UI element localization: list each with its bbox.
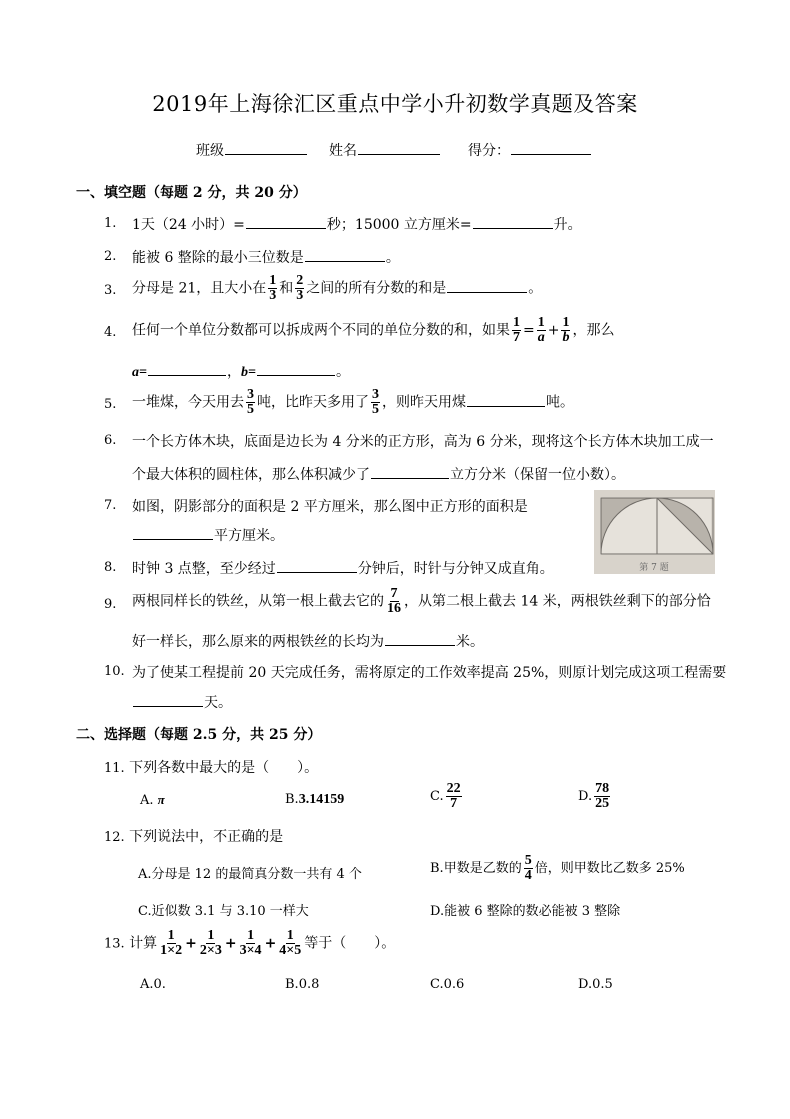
score-label: 得分： <box>468 143 510 159</box>
q5-blank[interactable] <box>467 392 545 407</box>
q8-text <box>132 558 554 578</box>
q9-number: 9. <box>104 597 117 612</box>
q9-part: 好一样长，那么原来的两根铁丝的长均为 <box>132 634 384 650</box>
q5-part: ，则昨天用煤 <box>382 394 466 411</box>
q8-part: 时钟 3 点整，至少经过 <box>132 561 276 577</box>
q2-blank[interactable] <box>305 247 385 262</box>
q4-part: ， <box>226 364 241 380</box>
q8-number: 8. <box>104 560 117 575</box>
q4-blank-b[interactable] <box>257 361 335 376</box>
q6-part: 立方分米（保留一位小数）。 <box>450 467 625 483</box>
q9-line-2 <box>132 631 484 651</box>
q12-number: 12. <box>104 830 125 845</box>
fraction: $\frac{22}{7}$ <box>446 781 461 811</box>
q5-number: 5. <box>104 397 117 412</box>
fraction: $\frac{1}{4\times 5}$ <box>279 928 302 958</box>
section-1-heading: 一、填空题（每题 2 分，共 20 分） <box>76 185 307 201</box>
q11-choice-d[interactable]: D. $\frac{78}{25}$ <box>578 781 610 811</box>
q5-part: 吨。 <box>546 394 574 411</box>
q6-line-1: 一个长方体木块，底面是边长为 4 分米的正方形，高为 6 分米，现将这个长方体木块加工成一 <box>132 434 714 450</box>
q4-part: 任何一个单位分数都可以拆成两个不同的单位分数的和，如果 <box>132 322 510 339</box>
fraction: $\frac{2}{3}$ <box>296 273 304 303</box>
fraction: $\frac{1}{1\times 2}$ <box>160 928 183 958</box>
q13-choice-c[interactable]: C.0.6 <box>430 977 465 992</box>
q3-blank[interactable] <box>447 278 527 293</box>
q6-blank[interactable] <box>371 464 449 479</box>
q12-text <box>104 826 283 846</box>
name-label: 姓名 <box>329 143 357 159</box>
q4-text: 任何一个单位分数都可以拆成两个不同的单位分数的和，如果 $\frac{1}{7}$ = $\frac{1}{a}$ + $\frac{1}{b}$ ，那么 <box>132 315 615 345</box>
q12-choice-b[interactable]: B.甲数是乙数的 $\frac{5}{4}$ 倍，则甲数比乙数多 25% <box>430 853 685 883</box>
fraction: $\frac{7}{16}$ <box>387 586 401 616</box>
q1-blank-liters[interactable] <box>473 214 553 229</box>
q13-choice-d[interactable]: D.0.5 <box>578 977 613 992</box>
semicircle-square-diagram-icon <box>594 490 715 574</box>
q9-blank[interactable] <box>385 631 455 646</box>
class-blank[interactable] <box>225 140 307 155</box>
q4-number: 4. <box>104 325 117 340</box>
q1-part: 1天（24 小时）= <box>132 217 245 233</box>
q12-choice-a[interactable]: A.分母是 12 的最简真分数一共有 4 个 <box>138 867 362 882</box>
svg-text:第 7 题: 第 7 题 <box>639 563 669 573</box>
q9-part: 两根同样长的铁丝，从第一根上截去它的 <box>132 593 384 610</box>
q2-part: 。 <box>385 250 400 266</box>
q9-line-1 <box>132 587 711 616</box>
score-blank[interactable] <box>511 140 591 155</box>
name-field[interactable] <box>329 140 441 160</box>
q13-pre: 计算 <box>129 935 158 952</box>
q7-number: 7. <box>104 498 117 513</box>
name-blank[interactable] <box>358 140 440 155</box>
q7-figure <box>594 490 715 574</box>
q11-choice-a[interactable]: A. π <box>140 792 165 808</box>
fraction: $\frac{1}{3\times 4}$ <box>239 928 262 958</box>
q6-number: 6. <box>104 433 117 448</box>
fraction: $\frac{3}{5}$ <box>372 387 379 417</box>
class-field[interactable] <box>196 140 308 160</box>
q13-post: 等于（ ）。 <box>304 935 396 952</box>
q2-text <box>132 247 400 267</box>
fraction: $\frac{1}{b}$ <box>562 315 570 345</box>
fraction: $\frac{1}{3}$ <box>269 273 277 303</box>
fraction: $\frac{1}{2\times 3}$ <box>199 928 222 958</box>
q5-part: 一堆煤，今天用去 <box>132 394 244 411</box>
section-2-heading: 二、选择题（每题 2.5 分，共 25 分） <box>76 727 322 743</box>
q1-number: 1. <box>104 216 117 231</box>
q5-part: 吨，比昨天多用了 <box>257 394 369 411</box>
q3-text <box>132 274 542 303</box>
q1-text <box>132 214 582 234</box>
score-field[interactable] <box>468 140 592 160</box>
q3-part: 分母是 21，且大小在 <box>132 280 267 297</box>
q11-choice-c[interactable]: C. $\frac{22}{7}$ <box>430 781 461 811</box>
q7-line-1: 如图，阴影部分的面积是 2 平方厘米，那么图中正方形的面积是 <box>132 499 528 515</box>
q7-blank[interactable] <box>133 525 213 540</box>
q4-answers <box>132 361 350 381</box>
q1-blank-seconds[interactable] <box>246 214 326 229</box>
q2-number: 2. <box>104 249 117 264</box>
q10-part: 天。 <box>204 695 232 711</box>
fraction: $\frac{1}{a}$ <box>537 315 545 345</box>
q2-part: 能被 6 整除的最小三位数是 <box>132 250 304 266</box>
q13-choice-a[interactable]: A.0. <box>140 977 166 992</box>
q1-part: 秒；15000 立方厘米= <box>326 217 472 233</box>
q4-part: ，那么 <box>572 322 615 339</box>
q8-blank[interactable] <box>277 558 357 573</box>
q1-part: 升。 <box>553 217 582 233</box>
q6-line-2 <box>132 464 625 484</box>
q11-stem: 下列各数中最大的是（ ）。 <box>129 760 319 776</box>
fraction: $\frac{78}{25}$ <box>595 781 610 811</box>
q12-choice-d[interactable]: D.能被 6 整除的数必能被 3 整除 <box>430 904 621 919</box>
fraction: $\frac{5}{4}$ <box>524 853 532 883</box>
q6-part: 个最大体积的圆柱体，那么体积减少了 <box>132 467 370 483</box>
q3-part: 。 <box>528 280 543 297</box>
q12-choice-c[interactable]: C.近似数 3.1 与 3.10 一样大 <box>138 904 309 919</box>
q13-number: 13. <box>104 936 125 952</box>
q13-choice-b[interactable]: B.0.8 <box>285 977 320 992</box>
fraction: $\frac{3}{5}$ <box>247 387 254 417</box>
page-title: 2019年上海徐汇区重点中学小升初数学真题及答案 <box>152 92 638 116</box>
q8-part: 分钟后，时针与分钟又成直角。 <box>357 561 554 577</box>
q3-part: 和 <box>279 280 294 297</box>
q10-blank[interactable] <box>133 692 203 707</box>
q9-part: ，从第二根上截去 14 米，两根铁丝剩下的部分恰 <box>404 593 711 610</box>
q9-part: 米。 <box>456 634 484 650</box>
q4-part: 。 <box>335 364 350 380</box>
q4-blank-a[interactable] <box>148 361 226 376</box>
fraction: $\frac{1}{7}$ <box>513 315 520 345</box>
q4-a-label: a= <box>132 365 147 380</box>
q10-line-2 <box>132 692 232 712</box>
q5-text <box>132 388 574 417</box>
q3-part: 之间的所有分数的和是 <box>306 280 447 297</box>
q4-b-label: b= <box>240 365 256 380</box>
q7-part: 平方厘米。 <box>214 528 284 544</box>
q10-number: 10. <box>104 664 125 679</box>
q7-line-2 <box>132 525 284 545</box>
q11-number: 11. <box>104 761 125 776</box>
q3-number: 3. <box>104 283 117 298</box>
class-label: 班级 <box>196 143 224 159</box>
q11-choice-b[interactable]: B.3.14159 <box>285 792 345 807</box>
q12-stem: 下列说法中，不正确的是 <box>129 829 284 845</box>
q10-line-1: 为了使某工程提前 20 天完成任务，需将原定的工作效率提高 25%，则原计划完成这项工程需要 <box>132 665 727 681</box>
q11-text <box>104 757 318 777</box>
q13-text: 13. 计算 $\frac{1}{1\times 2}$ + $\frac{1}{2\times 3}$ + $\frac{1}{3\times 4}$ + $\frac{1}{4\times 5}$ 等于（ ）。 <box>104 928 396 958</box>
